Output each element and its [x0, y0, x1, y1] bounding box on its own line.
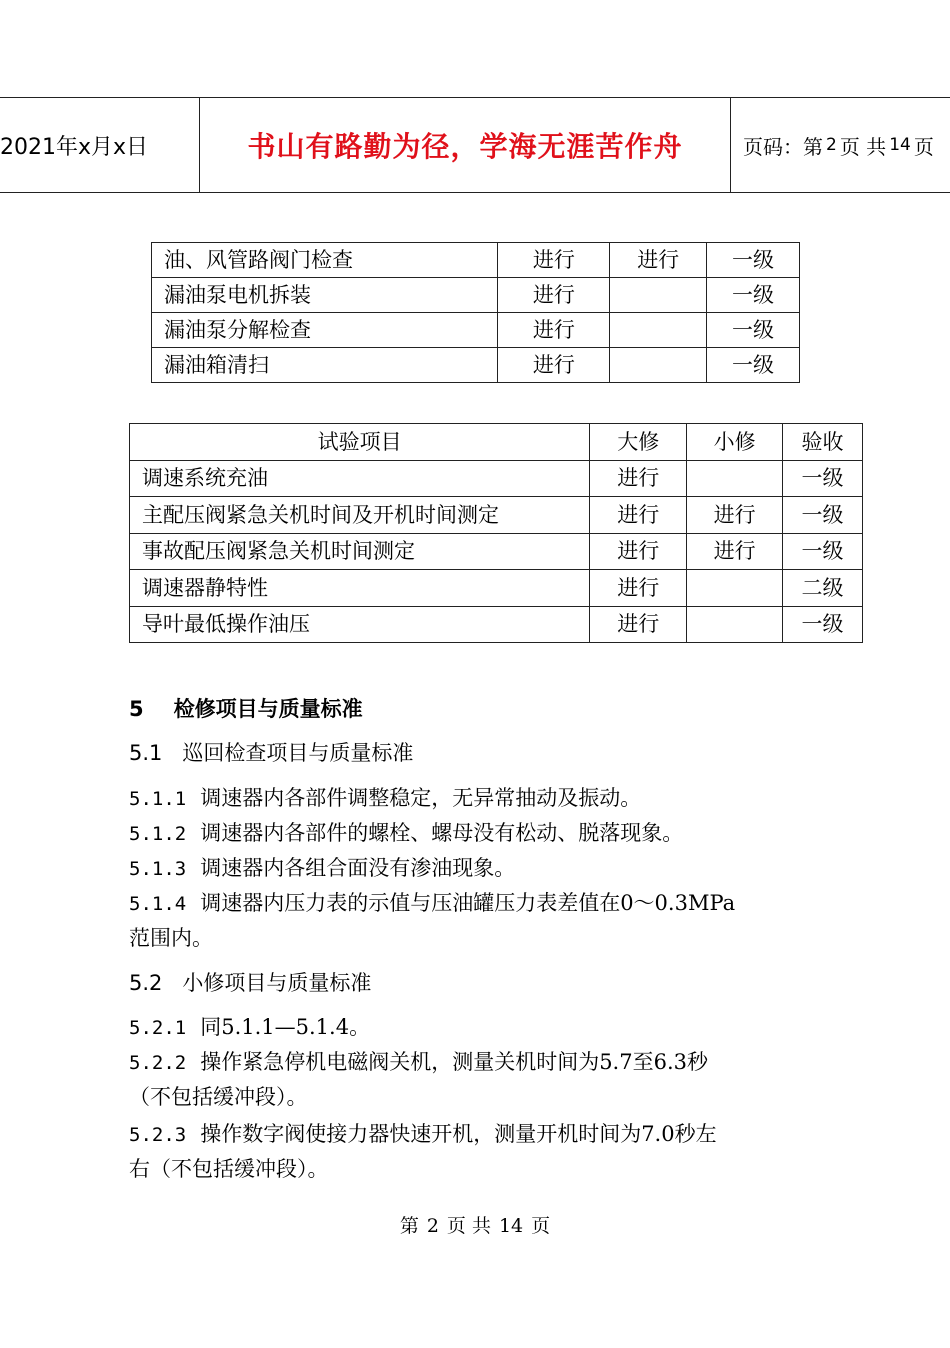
list-item — [129, 1118, 717, 1148]
item-num: 5.1.2 — [129, 823, 187, 845]
header-motto: 书山有路勤为径，学海无涯苦作舟 — [199, 98, 731, 192]
item-num: 5.2.3 — [129, 1124, 187, 1146]
table-cell: 调速器静特性 — [130, 570, 590, 607]
item-text: 调速器内压力表的示值与压油罐压力表差值在0～0.3MPa — [200, 891, 736, 915]
table-cell: 进行 — [590, 460, 687, 497]
section-title: 检修项目与质量标准 — [173, 697, 363, 721]
table-row — [152, 313, 800, 348]
table-row — [130, 533, 863, 570]
header-date: 2021年x月x日 — [0, 134, 149, 160]
section-num: 5 — [129, 697, 144, 721]
table-cell: 一级 — [707, 348, 800, 383]
item-text: 调速器内各部件调整稳定，无异常抽动及振动。 — [200, 786, 642, 810]
table-cell: 导叶最低操作油压 — [130, 606, 590, 643]
list-item-continuation: （不包括缓冲段）。 — [129, 1085, 308, 1109]
list-item — [129, 782, 641, 812]
list-item — [129, 887, 735, 917]
table-row — [152, 243, 800, 278]
table-row — [152, 278, 800, 313]
table-row — [130, 570, 863, 607]
table-cell: 主配压阀紧急关机时间及开机时间测定 — [130, 497, 590, 534]
table-cell — [687, 570, 783, 607]
list-item-continuation: 范围内。 — [129, 926, 213, 950]
table-cell: 一级 — [707, 278, 800, 313]
list-item — [129, 1046, 708, 1076]
item-text: 同5.1.1—5.1.4。 — [200, 1015, 371, 1039]
header-page-total: 14 — [889, 135, 911, 155]
table-row — [130, 606, 863, 643]
header-page-prefix: 页码：第 — [743, 134, 823, 159]
section-5-heading — [129, 693, 363, 723]
table-cell: 一级 — [707, 243, 800, 278]
header-page-info — [731, 98, 950, 192]
table-cell: 进行 — [498, 348, 610, 383]
maintenance-items-table — [151, 242, 800, 383]
item-text: 操作紧急停机电磁阀关机，测量关机时间为5.7至6.3秒 — [200, 1050, 708, 1074]
test-items-table — [129, 423, 863, 643]
table-cell: 二级 — [783, 570, 863, 607]
table-cell: 漏油泵电机拆装 — [152, 278, 498, 313]
section-5-2-heading — [129, 967, 371, 997]
section-5-1-heading — [129, 737, 413, 767]
footer-mid: 页 共 — [446, 1215, 491, 1237]
table-cell: 进行 — [590, 606, 687, 643]
item-text: 调速器内各组合面没有渗油现象。 — [200, 856, 516, 880]
table-cell: 进行 — [498, 313, 610, 348]
table-cell: 调速系统充油 — [130, 460, 590, 497]
table-header-cell: 试验项目 — [130, 424, 590, 461]
item-text: 操作数字阀使接力器快速开机，测量开机时间为7.0秒左 — [200, 1122, 717, 1146]
list-item — [129, 852, 515, 882]
table-cell: 进行 — [498, 278, 610, 313]
table-row — [130, 497, 863, 534]
table-cell — [610, 348, 707, 383]
table-cell: 进行 — [610, 243, 707, 278]
table-cell: 漏油箱清扫 — [152, 348, 498, 383]
section-num: 5.1 — [129, 741, 163, 765]
list-item — [129, 1011, 370, 1041]
footer-suffix: 页 — [531, 1215, 551, 1237]
table-cell — [687, 606, 783, 643]
section-num: 5.2 — [129, 971, 163, 995]
section-title: 巡回检查项目与质量标准 — [182, 741, 414, 765]
table-cell: 事故配压阀紧急关机时间测定 — [130, 533, 590, 570]
table-cell: 油、风管路阀门检查 — [152, 243, 498, 278]
item-text: 调速器内各部件的螺栓、螺母没有松动、脱落现象。 — [200, 821, 684, 845]
table-header-row — [130, 424, 863, 461]
table-cell: 进行 — [590, 533, 687, 570]
page-header — [0, 97, 950, 193]
header-page-mid: 页 共 — [839, 134, 887, 159]
item-num: 5.1.4 — [129, 893, 187, 915]
table-cell: 一级 — [707, 313, 800, 348]
table-header-cell: 小修 — [687, 424, 783, 461]
item-num: 5.2.1 — [129, 1017, 187, 1039]
footer-page-total: 14 — [498, 1215, 524, 1237]
footer-prefix: 第 — [399, 1215, 419, 1237]
table-cell: 进行 — [590, 497, 687, 534]
table-cell: 一级 — [783, 606, 863, 643]
table-cell: 一级 — [783, 460, 863, 497]
list-item — [129, 817, 683, 847]
footer-page-num: 2 — [426, 1215, 439, 1237]
table-cell: 进行 — [687, 497, 783, 534]
table-cell: 一级 — [783, 497, 863, 534]
table-header-cell: 验收 — [783, 424, 863, 461]
page-footer — [0, 1211, 950, 1238]
item-num: 5.2.2 — [129, 1052, 187, 1074]
section-title: 小修项目与质量标准 — [182, 971, 372, 995]
table-cell: 漏油泵分解检查 — [152, 313, 498, 348]
table-row — [130, 460, 863, 497]
list-item-continuation: 右（不包括缓冲段）。 — [129, 1157, 329, 1181]
table-row — [152, 348, 800, 383]
table-cell: 进行 — [590, 570, 687, 607]
item-num: 5.1.1 — [129, 788, 187, 810]
table-cell — [687, 460, 783, 497]
table-cell — [610, 278, 707, 313]
table-cell — [610, 313, 707, 348]
table-cell: 进行 — [687, 533, 783, 570]
header-page-num: 2 — [826, 135, 837, 155]
table-cell: 进行 — [498, 243, 610, 278]
item-num: 5.1.3 — [129, 858, 187, 880]
table-cell: 一级 — [783, 533, 863, 570]
header-page-suffix: 页 — [913, 134, 934, 159]
table-header-cell: 大修 — [590, 424, 687, 461]
